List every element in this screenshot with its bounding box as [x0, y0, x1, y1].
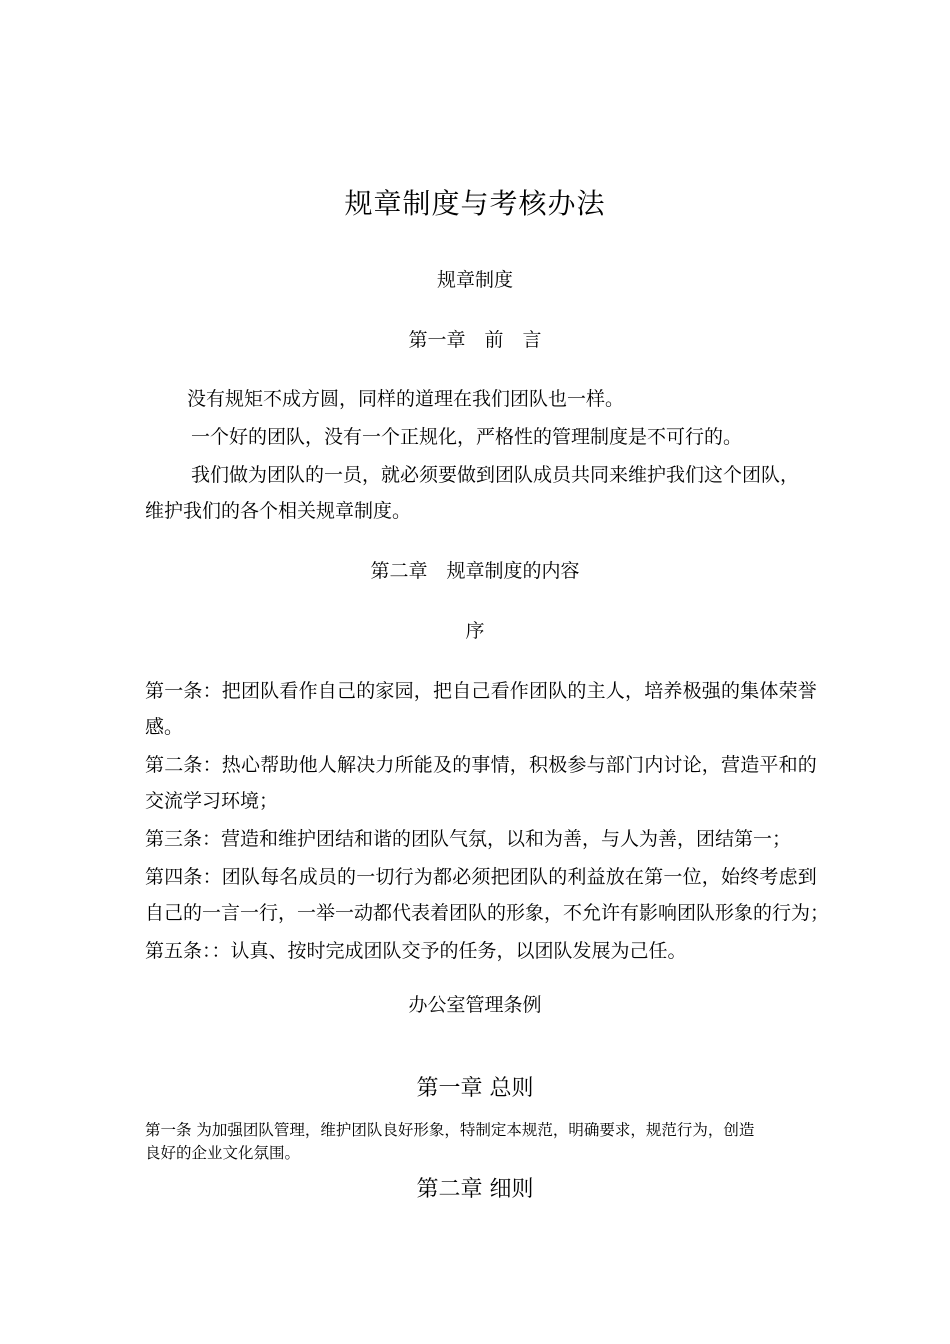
- article-line: 第二条：热心帮助他人解决力所能及的事情，积极参与部门内讨论，营造平和的: [145, 754, 818, 776]
- chapter1-heading: 第一章 前 言: [408, 329, 542, 351]
- chapter1-paragraph-1: 没有规矩不成方圆，同样的道理在我们团队也一样。: [187, 388, 625, 410]
- office-article1-line-2: 良好的企业文化氛围。: [145, 1144, 301, 1162]
- chapter2-preface: 序: [465, 620, 485, 642]
- article-line: 第四条：团队每名成员的一切行为都必须把团队的利益放在第一位，始终考虑到: [145, 866, 818, 888]
- article-line: 交流学习环境；: [145, 790, 279, 812]
- article-line: 感。: [145, 716, 184, 738]
- article-line: 第三条：营造和维护团结和谐的团队气氛，以和为善，与人为善，团结第一；: [145, 828, 792, 850]
- chapter1-paragraph-3-line-1: 我们做为团队的一员，就必须要做到团队成员共同来维护我们这个团队，: [191, 464, 800, 486]
- chapter1-paragraph-2: 一个好的团队，没有一个正规化，严格性的管理制度是不可行的。: [191, 426, 743, 448]
- office-chapter2-heading: 第二章 细则: [416, 1177, 534, 1202]
- office-article1-line-1: 第一条 为加强团队管理，维护团队良好形象，特制定本规范，明确要求，规范行为，创造: [145, 1121, 755, 1139]
- office-chapter1-heading: 第一章 总则: [416, 1076, 534, 1101]
- article-line: 自己的一言一行，一举一动都代表着团队的形象，不允许有影响团队形象的行为；: [145, 902, 830, 924]
- document-title: 规章制度与考核办法: [344, 187, 606, 220]
- section-title: 规章制度: [436, 269, 513, 291]
- chapter1-paragraph-3-line-2: 维护我们的各个相关规章制度。: [145, 500, 412, 522]
- article-line: 第五条：：认真、按时完成团队交予的任务，以团队发展为己任。: [145, 940, 687, 962]
- article-line: 第一条：把团队看作自己的家园，把自己看作团队的主人，培养极强的集体荣誉: [145, 680, 818, 702]
- chapter2-heading: 第二章 规章制度的内容: [370, 560, 580, 582]
- office-rules-heading: 办公室管理条例: [408, 994, 542, 1016]
